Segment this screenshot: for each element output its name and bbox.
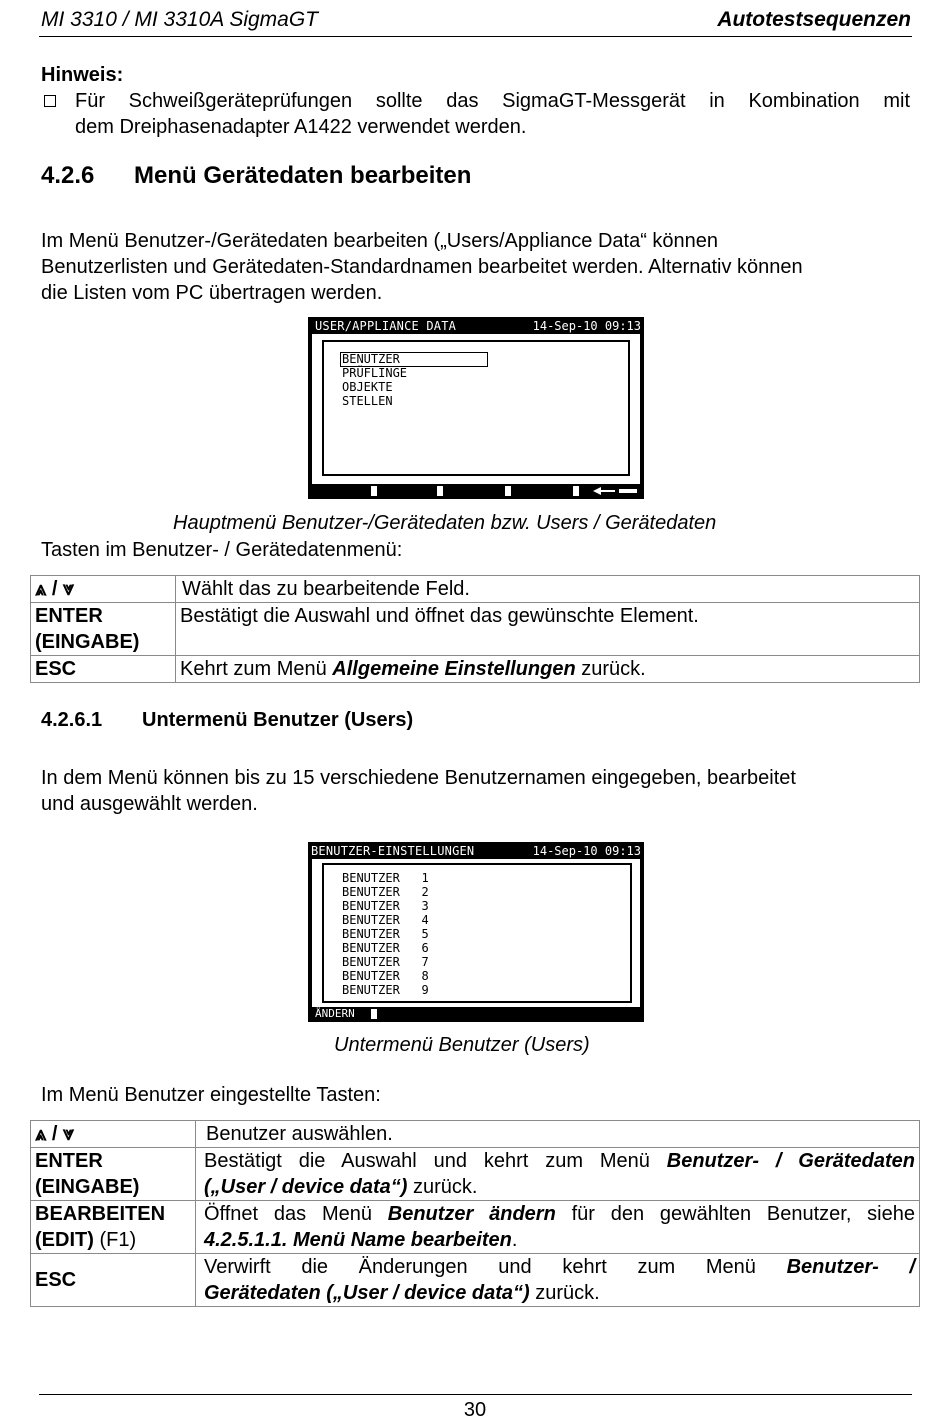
section-para-line-1: Im Menü Benutzer-/Gerätedaten bearbeiten („Users/Appliance Data“ können [41,230,719,252]
table-row [31,603,920,656]
screen-datetime: 14-Sep-10 09:13 [532,844,641,858]
section-para-line-2: Benutzerlisten und Gerätedaten-Standardnamen bearbeitet werden. Alternativ können [41,256,803,278]
desc-line [204,1148,915,1174]
header-section: Autotestsequenzen [717,8,911,31]
enter-arrow-icon [591,486,639,496]
caption-screen-1: Hauptmenü Benutzer-/Gerätedaten bzw. Users / Gerätedaten [173,512,717,534]
subsection-title: Untermenü Benutzer (Users) [142,709,414,731]
desc-text: zurück. [575,658,646,680]
key-cell [31,576,176,603]
key-cell: ESC [31,656,176,683]
key-label-alt: (EINGABE) [35,1176,140,1198]
desc-text: Kehrt zum Menü [180,658,333,680]
function-key-f2 [371,1009,377,1019]
key-label-alt: (EDIT) [35,1229,94,1251]
desc-cell [196,1201,920,1254]
screen-body [312,859,640,1007]
header-divider [39,36,912,37]
desc-cell [176,656,920,683]
menu-item-pruflinge[interactable]: PRÜFLINGE [342,366,408,380]
screen-datetime: 14-Sep-10 09:13 [532,319,641,333]
screen-inner-frame [322,340,630,476]
desc-emphasis: Allgemeine Einstellungen [332,658,576,680]
footer-divider [39,1394,912,1395]
note-label: Hinweis: [41,64,124,86]
user-item-6[interactable]: BENUTZER 6 [342,941,429,955]
desc-emphasis: („User / device data“) [204,1176,408,1198]
desc-line [204,1201,915,1227]
subsection-para-line-1: In dem Menü können bis zu 15 verschiedene Benutzernamen eingegeben, bearbeitet [41,767,796,789]
desc-cell: Wählt das zu bearbeitende Feld. [176,576,920,603]
function-key-f1 [371,486,377,496]
screen-body [312,334,640,484]
note-line-2: dem Dreiphasenadapter A1422 verwendet werden. [75,116,527,138]
desc-line [204,1174,915,1200]
desc-text: zurück. [529,1282,600,1304]
desc-text: Öffnet das Menü [204,1203,388,1225]
desc-text: Bestätigt die Auswahl und kehrt zum Menü [204,1150,667,1172]
desc-line [204,1227,915,1253]
desc-cell: Benutzer auswählen. [196,1121,920,1148]
desc-text: Verwirft die Änderungen und kehrt zum Menü [204,1256,787,1278]
table-row [31,656,920,683]
desc-text: . [511,1229,518,1251]
subsection-number: 4.2.6.1 [41,709,103,731]
caption-screen-2: Untermenü Benutzer (Users) [334,1034,590,1056]
table-row [31,1121,920,1148]
user-item-2[interactable]: BENUTZER 2 [342,885,429,899]
desc-line [204,1280,915,1306]
subsection-para-line-2: und ausgewählt werden. [41,793,258,815]
desc-link[interactable]: 4.2.5.1.1. Menü Name bearbeiten [204,1229,512,1251]
function-key-andern[interactable]: ÄNDERN [315,1007,355,1020]
function-key-f3 [505,486,511,496]
desc-emphasis: Benutzer- / Gerätedaten [666,1150,916,1172]
desc-cell [196,1254,920,1307]
checkbox-bullet-icon [44,95,56,107]
header-title: MI 3310 / MI 3310A SigmaGT [41,8,319,31]
key-cell: ESC [31,1254,196,1307]
desc-text: für den gewählten Benutzer, siehe [555,1203,915,1225]
section-title: Menü Gerätedaten bearbeiten [134,162,472,189]
arrow-down-icon: ⩔ [62,578,75,600]
device-screen-user-appliance-data [308,317,644,499]
arrow-up-icon: ⩓ [35,578,47,600]
key-cell [31,603,176,656]
user-item-1[interactable]: BENUTZER 1 [342,871,429,885]
arrow-down-icon: ⩔ [62,1123,75,1145]
device-screen-benutzer-einstellungen [308,842,644,1022]
table-row [31,1148,920,1201]
screen-title: USER/APPLIANCE DATA [315,319,457,333]
desc-emphasis: Gerätedaten („User / device data“) [204,1282,530,1304]
desc-line [204,1254,915,1280]
key-separator: / [51,578,58,600]
keys-table-1 [30,575,920,683]
key-label: ENTER [35,605,103,627]
desc-emphasis: Benutzer ändern [387,1203,556,1225]
note-line-1: Für Schweißgeräteprüfungen sollte das SigmaGT-Messgerät in Kombination mit [75,90,910,112]
desc-emphasis: Benutzer- / [786,1256,915,1278]
screen-inner-frame [322,863,632,1003]
key-cell [31,1121,196,1148]
keys-intro-2: Im Menü Benutzer eingestellte Tasten: [41,1084,381,1106]
user-item-4[interactable]: BENUTZER 4 [342,913,429,927]
user-item-7[interactable]: BENUTZER 7 [342,955,429,969]
section-number: 4.2.6 [41,162,95,189]
screen-title: BENUTZER-EINSTELLUNGEN [311,844,475,858]
key-label-fkey: (F1) [93,1229,137,1251]
key-label-alt: (EINGABE) [35,631,140,653]
key-label: ENTER [35,1150,103,1172]
desc-cell [196,1148,920,1201]
key-cell [31,1148,196,1201]
key-cell [31,1201,196,1254]
menu-item-stellen[interactable]: STELLEN [342,394,393,408]
keys-intro-1: Tasten im Benutzer- / Gerätedatenmenü: [41,539,403,561]
user-item-3[interactable]: BENUTZER 3 [342,899,429,913]
function-key-f2 [437,486,443,496]
user-item-9[interactable]: BENUTZER 9 [342,983,429,997]
user-item-5[interactable]: BENUTZER 5 [342,927,429,941]
table-row [31,1254,920,1307]
key-label: BEARBEITEN [35,1203,166,1225]
table-row [31,576,920,603]
section-para-line-3: die Listen vom PC übertragen werden. [41,282,383,304]
page-number: 30 [463,1399,487,1421]
arrow-up-icon: ⩓ [35,1123,47,1145]
user-item-8[interactable]: BENUTZER 8 [342,969,429,983]
desc-cell: Bestätigt die Auswahl und öffnet das gewünschte Element. [176,603,920,656]
desc-text: zurück. [407,1176,478,1198]
menu-item-benutzer[interactable]: BENUTZER [342,352,400,366]
function-key-f4 [573,486,579,496]
table-row [31,1201,920,1254]
keys-table-2 [30,1120,920,1307]
menu-item-objekte[interactable]: OBJEKTE [342,380,393,394]
key-separator: / [51,1123,58,1145]
